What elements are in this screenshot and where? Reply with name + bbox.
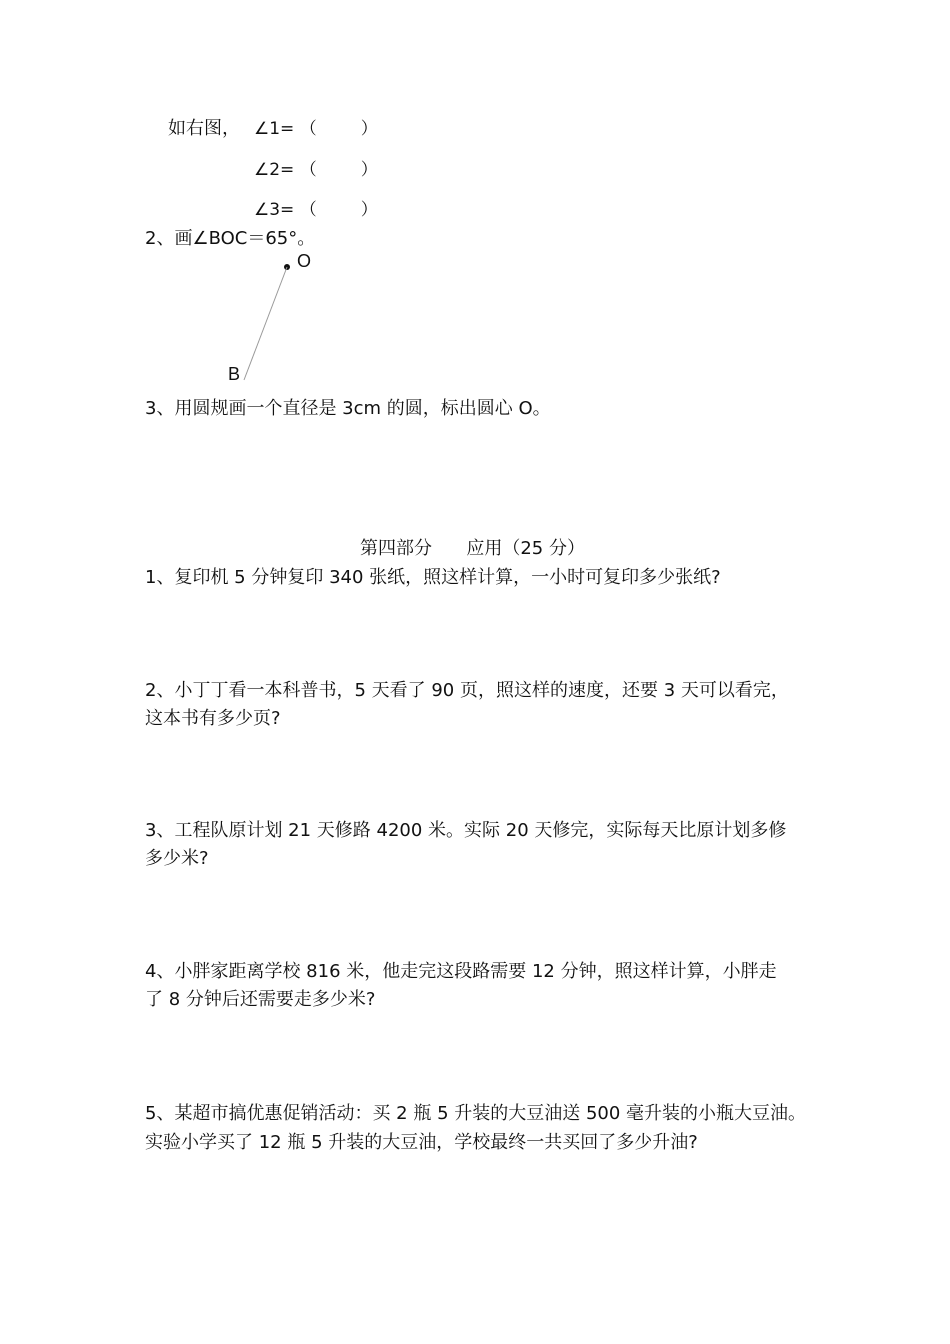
- point-o-label: O: [297, 251, 312, 271]
- angle-2-close-paren: ）: [360, 160, 378, 180]
- section-title: 第四部分 应用（25 分）: [360, 538, 585, 559]
- problem-4-line-2: 了 8 分钟后还需要走多少米?: [145, 989, 376, 1010]
- problem-2-line-1: 2、小丁丁看一本科普书，5 天看了 90 页，照这样的速度，还要 3 天可以看完，: [145, 680, 789, 701]
- point-b-label: B: [228, 364, 241, 384]
- question-2-text: 2、画∠BOC＝65°。: [145, 228, 316, 249]
- angle-2-label: ∠2=: [254, 160, 295, 180]
- problem-5-line-2: 实验小学买了 12 瓶 5 升装的大豆油，学校最终一共买回了多少升油?: [145, 1132, 698, 1153]
- problem-3-line-1: 3、工程队原计划 21 天修路 4200 米。实际 20 天修完，实际每天比原计划多修: [145, 820, 787, 841]
- problem-1-line-1: 1、复印机 5 分钟复印 340 张纸，照这样计算，一小时可复印多少张纸?: [145, 567, 721, 588]
- angle-3-label: ∠3=: [254, 200, 295, 220]
- angle-3-open-paren: （: [299, 200, 317, 220]
- problem-5-line-1: 5、某超市搞优惠促销活动：买 2 瓶 5 升装的大豆油送 500 毫升装的小瓶大豆油。: [145, 1103, 807, 1124]
- problem-2-line-2: 这本书有多少页?: [145, 708, 281, 729]
- angle-1-label: ∠1=: [254, 119, 295, 139]
- question-3-text: 3、用圆规画一个直径是 3cm 的圆，标出圆心 O。: [145, 398, 551, 419]
- problem-3-line-2: 多少米?: [145, 848, 209, 869]
- angle-intro-text: 如右图，: [168, 118, 240, 139]
- angle-2-open-paren: （: [299, 160, 317, 180]
- angle-1-open-paren: （: [299, 119, 317, 139]
- angle-3-close-paren: ）: [360, 200, 378, 220]
- problem-4-line-1: 4、小胖家距离学校 816 米，他走完这段路需要 12 分钟，照这样计算，小胖走: [145, 961, 777, 982]
- ray-ob-line: [244, 267, 287, 380]
- angle-1-close-paren: ）: [360, 119, 378, 139]
